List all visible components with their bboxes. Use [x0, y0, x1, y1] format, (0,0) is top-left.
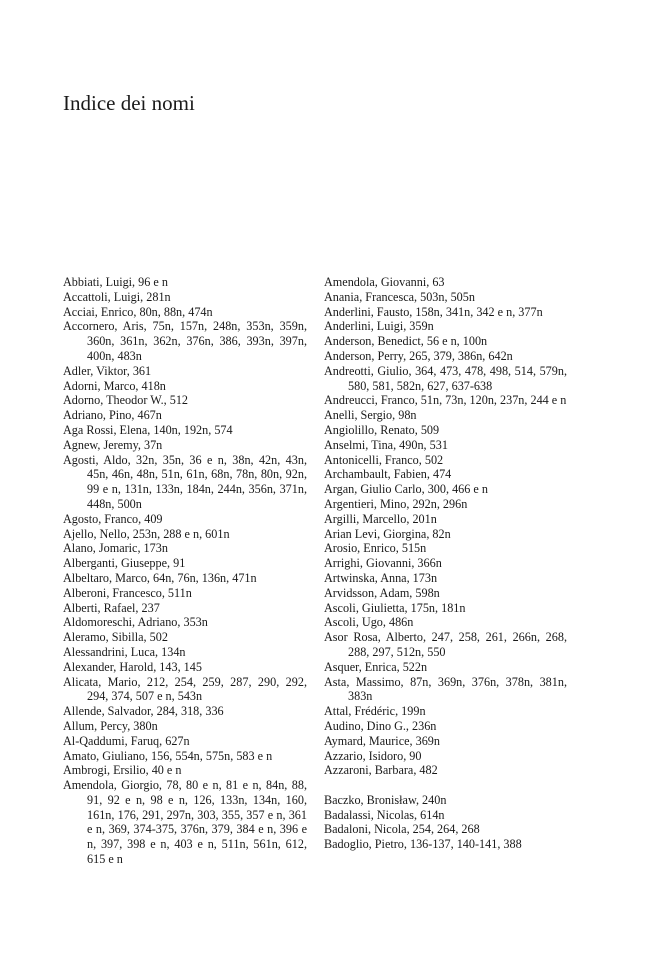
index-entry: Arrighi, Giovanni, 366n — [324, 556, 442, 571]
index-entry: Attal, Frédéric, 199n — [324, 704, 426, 719]
index-entry: Adriano, Pino, 467n — [63, 408, 162, 423]
index-entry: Alberoni, Francesco, 511n — [63, 585, 192, 600]
index-entry: Adler, Viktor, 361 — [63, 363, 152, 378]
index-entry: Allum, Percy, 380n — [63, 718, 158, 733]
index-column-left — [63, 275, 307, 867]
index-entry: Aldomoreschi, Adriano, 353n — [63, 615, 208, 630]
index-entry: Agnew, Jeremy, 37n — [63, 437, 163, 452]
index-entry: Accornero, Aris, 75n, 157n, 248n, 353n, 359n, 360n, 361n, 362n, 376n, 386, 393n, 397n, 400n, 483n — [63, 319, 307, 363]
index-entry: Adorno, Theodor W., 512 — [63, 393, 189, 408]
index-entry: Amato, Giuliano, 156, 554n, 575n, 583 e n — [63, 748, 273, 763]
index-entry: Andreotti, Giulio, 364, 473, 478, 498, 514, 579n, 580, 581, 582n, 627, 637-638 — [324, 363, 567, 393]
index-entry: Anderlini, Fausto, 158n, 341n, 342 e n, 377n — [324, 304, 543, 319]
letter-group-divider — [324, 778, 567, 793]
index-entry: Badaloni, Nicola, 254, 264, 268 — [324, 822, 480, 837]
index-entry: Azzaroni, Barbara, 482 — [324, 763, 438, 778]
index-entry: Angiolillo, Renato, 509 — [324, 422, 440, 437]
index-entry: Anelli, Sergio, 98n — [324, 408, 417, 423]
index-entry: Azzario, Isidoro, 90 — [324, 748, 422, 763]
index-entry: Accattoli, Luigi, 281n — [63, 289, 171, 304]
index-entry: Argentieri, Mino, 292n, 296n — [324, 496, 468, 511]
index-entry: Anania, Francesca, 503n, 505n — [324, 289, 475, 304]
index-entry: Abbiati, Luigi, 96 e n — [63, 275, 168, 289]
index-entry: Anderlini, Luigi, 359n — [324, 319, 434, 334]
index-entry: Anderson, Perry, 265, 379, 386n, 642n — [324, 348, 513, 363]
index-entry: Anselmi, Tina, 490n, 531 — [324, 437, 448, 452]
index-entry: Agosti, Aldo, 32n, 35n, 36 e n, 38n, 42n, 43n, 45n, 46n, 48n, 51n, 61n, 68n, 78n, 80n, 92n, 99 e n, 131n, 133n, 184n, 244n, 356n, 371n, 448n, 500n — [63, 452, 307, 511]
index-entry: Ascoli, Giulietta, 175n, 181n — [324, 600, 466, 615]
index-entry: Arian Levi, Giorgina, 82n — [324, 526, 451, 541]
index-group-a — [324, 275, 567, 778]
index-entry: Allende, Salvador, 284, 318, 336 — [63, 704, 224, 719]
index-entry: Amendola, Giovanni, 63 — [324, 275, 445, 289]
index-entry: Antonicelli, Franco, 502 — [324, 452, 444, 467]
index-entry: Audino, Dino G., 236n — [324, 718, 437, 733]
index-entry: Arvidsson, Adam, 598n — [324, 585, 440, 600]
index-entry: Adorni, Marco, 418n — [63, 378, 166, 393]
index-group-b — [324, 793, 567, 852]
index-entry: Aga Rossi, Elena, 140n, 192n, 574 — [63, 422, 233, 437]
index-entry: Aymard, Maurice, 369n — [324, 733, 440, 748]
index-entry: Arosio, Enrico, 515n — [324, 541, 427, 556]
index-entry: Andreucci, Franco, 51n, 73n, 120n, 237n, 244 e n — [324, 393, 567, 408]
index-entry: Amendola, Giorgio, 78, 80 e n, 81 e n, 84n, 88, 91, 92 e n, 98 e n, 126, 133n, 134n, 160, 161n, 176, 291, 297n, 303, 355, 357 e n, 361 e n, 369, 374-375, 376n, 379, 384 e n, 396 e n, 397, 398 e n, 403 e n, 511n, 561n, 612, 615 e n — [63, 778, 307, 867]
index-entry: Asor Rosa, Alberto, 247, 258, 261, 266n, 268, 288, 297, 512n, 550 — [324, 630, 567, 659]
index-entry: Al-Qaddumi, Faruq, 627n — [63, 733, 190, 748]
index-entry: Alexander, Harold, 143, 145 — [63, 659, 202, 674]
index-entry: Artwinska, Anna, 173n — [324, 570, 438, 585]
index-entry: Ambrogi, Ersilio, 40 e n — [63, 763, 182, 778]
index-entry: Aleramo, Sibilla, 502 — [63, 630, 168, 645]
index-entry: Argan, Giulio Carlo, 300, 466 e n — [324, 482, 488, 497]
index-entry: Argilli, Marcello, 201n — [324, 511, 437, 526]
index-entry: Archambault, Fabien, 474 — [324, 467, 452, 482]
index-entry: Alberganti, Giuseppe, 91 — [63, 556, 186, 571]
index-entry: Alicata, Mario, 212, 254, 259, 287, 290, 292, 294, 374, 507 e n, 543n — [63, 674, 307, 704]
index-entry: Alano, Jomaric, 173n — [63, 541, 168, 556]
index-entry: Baczko, Bronisław, 240n — [324, 792, 447, 807]
index-entry: Anderson, Benedict, 56 e n, 100n — [324, 334, 488, 349]
index-entry: Asquer, Enrica, 522n — [324, 659, 428, 674]
index-column-right — [324, 275, 567, 852]
index-entry: Badalassi, Nicolas, 614n — [324, 807, 445, 822]
index-entry: Alessandrini, Luca, 134n — [63, 644, 186, 659]
index-entry: Ascoli, Ugo, 486n — [324, 615, 414, 630]
index-entry: Agosto, Franco, 409 — [63, 511, 163, 526]
index-entry: Asta, Massimo, 87n, 369n, 376n, 378n, 381n, 383n — [324, 674, 567, 704]
page-title: Indice dei nomi — [63, 91, 195, 115]
index-entry: Acciai, Enrico, 80n, 88n, 474n — [63, 304, 213, 319]
index-entry: Alberti, Rafael, 237 — [63, 600, 160, 615]
index-entry: Ajello, Nello, 253n, 288 e n, 601n — [63, 526, 230, 541]
index-entry: Albeltaro, Marco, 64n, 76n, 136n, 471n — [63, 570, 257, 585]
index-entry: Badoglio, Pietro, 136-137, 140-141, 388 — [324, 837, 522, 852]
